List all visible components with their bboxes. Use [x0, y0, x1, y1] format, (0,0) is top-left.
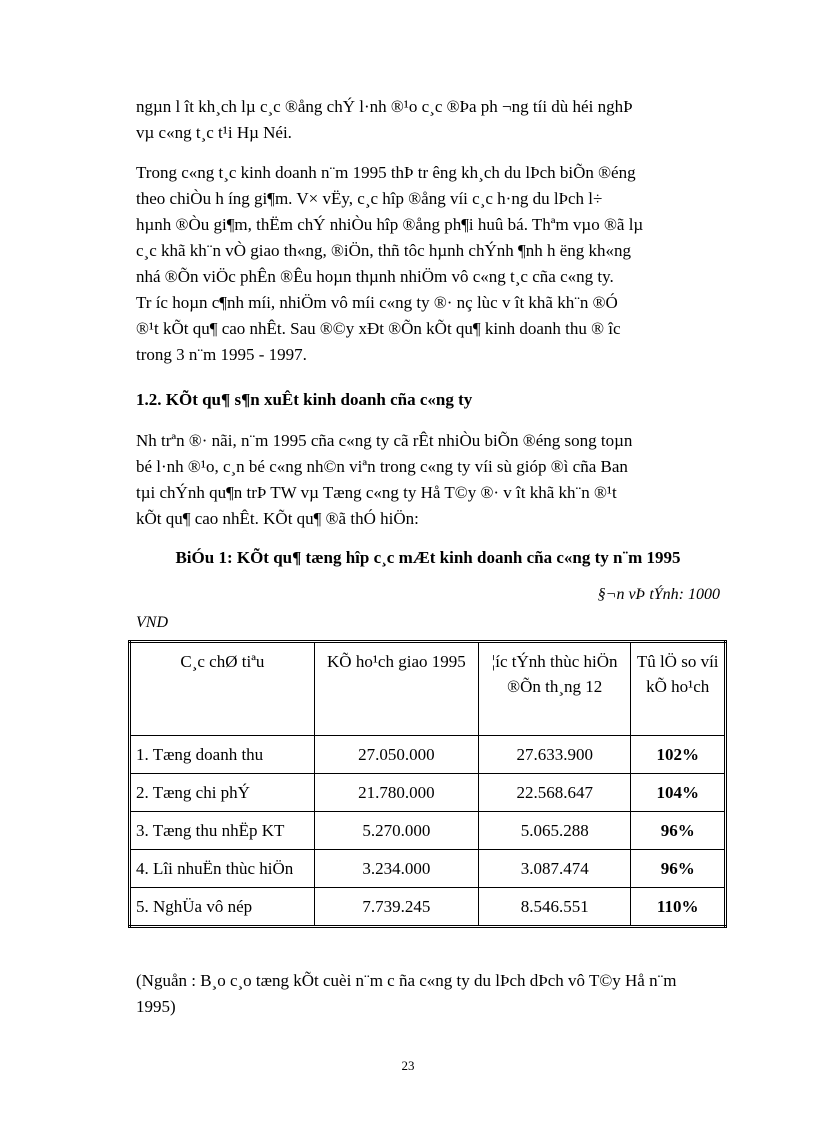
- header-plan: KÕ ho¹ch giao 1995: [314, 642, 478, 736]
- table-row: [130, 812, 726, 850]
- header-estimate: ¦íc tÝnh thùc hiÖn ®Õn th¸ng 12: [479, 642, 631, 736]
- text-line: Nh trªn ®· nãi, n¨m 1995 cña c«ng ty cã rÊt nhiÒu biÕn ®éng song toµn: [136, 431, 633, 450]
- text-line: trong 3 n¨m 1995 - 1997.: [136, 345, 307, 364]
- text-line: nhá ®Õn viÖc phÊn ®Êu hoµn thµnh nhiÖm vô c«ng t¸c cña c«ng ty.: [136, 267, 614, 286]
- text-line: c¸c khã kh¨n vÒ giao th«ng, ®iÖn, thñ tôc hµnh chÝnh ¶nh h ëng kh«ng: [136, 241, 632, 260]
- cell-plan: 5.270.000: [314, 812, 478, 850]
- section-heading: 1.2. KÕt qu¶ s¶n xuÊt kinh doanh cña c«ng ty: [136, 390, 473, 409]
- paragraph-results: [136, 428, 720, 532]
- table-header-row: [130, 642, 726, 736]
- cell-indicator: 3. Tæng thu nhËp KT: [130, 812, 315, 850]
- unit-label: §¬n vÞ tÝnh: 1000: [597, 586, 720, 603]
- table-row: [130, 850, 726, 888]
- cell-plan: 21.780.000: [314, 774, 478, 812]
- table-row: [130, 736, 726, 774]
- text-line: Trong c«ng t¸c kinh doanh n¨m 1995 thÞ tr êng kh¸ch du lÞch biÕn ®éng: [136, 163, 636, 182]
- cell-estimate: 22.568.647: [479, 774, 631, 812]
- cell-estimate: 3.087.474: [479, 850, 631, 888]
- cell-ratio: 104%: [631, 774, 726, 812]
- unit-label-continued: VND: [136, 614, 168, 631]
- cell-estimate: 5.065.288: [479, 812, 631, 850]
- paragraph-business-1995: [136, 160, 720, 368]
- cell-ratio: 96%: [631, 850, 726, 888]
- text-line: kÕt qu¶ cao nhÊt. KÕt qu¶ ®ã thÓ hiÖn:: [136, 509, 419, 528]
- cell-ratio: 110%: [631, 888, 726, 927]
- cell-ratio: 102%: [631, 736, 726, 774]
- text-line: bé l·nh ®¹o, c¸n bé c«ng nh©n viªn trong c«ng ty víi sù gióp ®ì cña Ban: [136, 457, 628, 476]
- text-line: tµi chÝnh qu¶n trÞ TW vµ Tæng c«ng ty Hå T©y ®· v ît khã kh¨n ®¹t: [136, 483, 617, 502]
- table-row: [130, 774, 726, 812]
- text-line: vµ c«ng t¸c t¹i Hµ Néi.: [136, 123, 292, 142]
- cell-indicator: 4. Lîi nhuËn thùc hiÖn: [130, 850, 315, 888]
- cell-indicator: 5. NghÜa vô nép: [130, 888, 315, 927]
- table-row: [130, 888, 726, 927]
- table-caption: BiÓu 1: KÕt qu¶ tæng hîp c¸c mÆt kinh doanh cña c«ng ty n¨m 1995: [175, 548, 681, 567]
- cell-plan: 3.234.000: [314, 850, 478, 888]
- text-line: hµnh ®Òu gi¶m, thËm chÝ nhiÒu hîp ®ång ph¶i huû bá. Thªm vµo ®ã lµ: [136, 215, 644, 234]
- header-ratio: Tû lÖ so víi kÕ ho¹ch: [631, 642, 726, 736]
- cell-plan: 27.050.000: [314, 736, 478, 774]
- cell-estimate: 27.633.900: [479, 736, 631, 774]
- text-line: ®¹t kÕt qu¶ cao nhÊt. Sau ®©y xÐt ®Õn kÕt qu¶ kinh doanh thu ® îc: [136, 319, 621, 338]
- cell-estimate: 8.546.551: [479, 888, 631, 927]
- paragraph-intro: [136, 94, 720, 146]
- header-indicators: C¸c chØ tiªu: [130, 642, 315, 736]
- table-source-note: (Nguån : B¸o c¸o tæng kÕt cuèi n¨m c ña c«ng ty du lÞch dÞch vô T©y Hå n¨m 1995): [136, 971, 677, 1016]
- cell-indicator: 2. Tæng chi phÝ: [130, 774, 315, 812]
- cell-ratio: 96%: [631, 812, 726, 850]
- text-line: Tr íc hoµn c¶nh míi, nhiÖm vô míi c«ng ty ®· nç lùc v ît khã kh¨n ®Ó: [136, 293, 618, 312]
- text-line: ngµn l ît kh¸ch lµ c¸c ®ång chÝ l·nh ®¹o c¸c ®Þa ph ¬ng tíi dù héi nghÞ: [136, 97, 633, 116]
- results-table: [128, 640, 727, 928]
- cell-indicator: 1. Tæng doanh thu: [130, 736, 315, 774]
- text-line: theo chiÒu h íng gi¶m. V× vËy, c¸c hîp ®ång víi c¸c h·ng du lÞch l÷: [136, 189, 603, 208]
- page-number: 23: [401, 1058, 415, 1073]
- cell-plan: 7.739.245: [314, 888, 478, 927]
